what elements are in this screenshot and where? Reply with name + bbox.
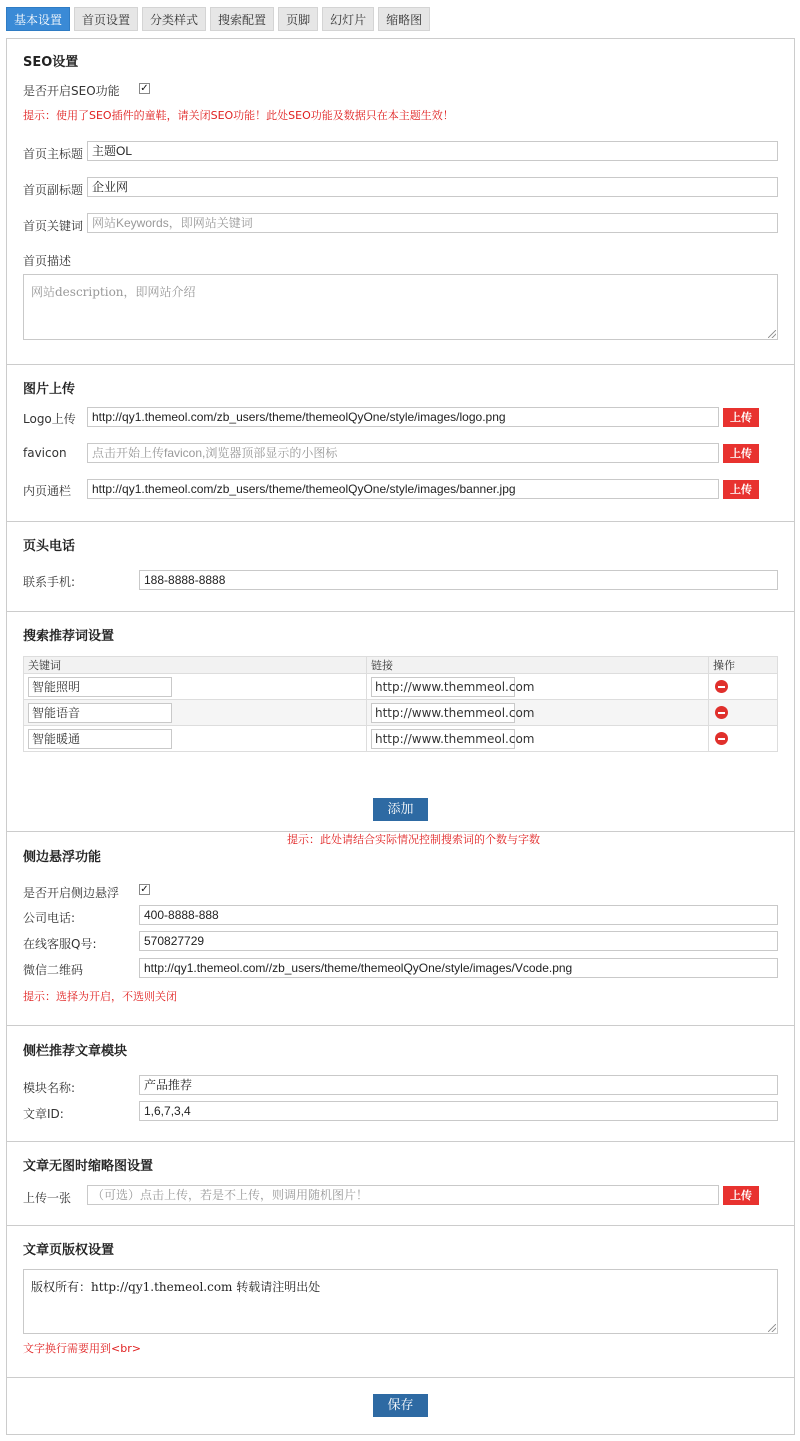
tab-search-config[interactable]: 搜索配置 bbox=[210, 7, 274, 31]
banner-upload-button[interactable]: 上传 bbox=[723, 480, 759, 499]
thumbnail-title: 文章无图时缩略图设置 bbox=[23, 1159, 154, 1174]
float-enable-label: 是否开启侧边悬浮 bbox=[23, 886, 120, 900]
keyword-input[interactable]: 智能照明 bbox=[28, 677, 172, 697]
keywords-label: 首页关键词 bbox=[23, 219, 84, 233]
article-ids-input[interactable]: 1,6,7,3,4 bbox=[139, 1101, 778, 1121]
copyright-title: 文章页版权设置 bbox=[23, 1243, 115, 1258]
copyright-section bbox=[7, 1226, 794, 1378]
tab-category-style[interactable]: 分类样式 bbox=[142, 7, 206, 31]
settings-tabs bbox=[6, 7, 434, 31]
main-title-label: 首页主标题 bbox=[23, 147, 84, 161]
module-name-label: 模块名称: bbox=[23, 1081, 76, 1095]
link-input[interactable]: http://www.themmeol.com bbox=[371, 729, 515, 749]
delete-icon[interactable] bbox=[715, 680, 728, 693]
logo-input[interactable]: http://qy1.themeol.com/zb_users/theme/themeolQyOne/style/images/logo.png bbox=[87, 407, 719, 427]
thumbnail-upload-label: 上传一张 bbox=[23, 1191, 72, 1205]
seo-enable-label: 是否开启SEO功能 bbox=[23, 84, 120, 98]
module-name-input[interactable]: 产品推荐 bbox=[139, 1075, 778, 1095]
tab-thumbnail[interactable]: 缩略图 bbox=[378, 7, 430, 31]
save-button[interactable]: 保存 bbox=[373, 1394, 428, 1417]
banner-label: 内页通栏 bbox=[23, 484, 72, 498]
favicon-input[interactable]: 点击开始上传favicon,浏览器顶部显示的小图标 bbox=[87, 443, 719, 463]
keyword-input[interactable]: 智能语音 bbox=[28, 703, 172, 723]
image-upload-title: 图片上传 bbox=[23, 382, 76, 397]
seo-tip: 提示：使用了SEO插件的童鞋，请关闭SEO功能！此处SEO功能及数据只在本主题生效！ bbox=[23, 109, 454, 122]
sub-title-input[interactable]: 企业网 bbox=[87, 177, 778, 197]
resize-handle[interactable] bbox=[768, 1324, 776, 1332]
thumbnail-section bbox=[7, 1142, 794, 1226]
company-phone-label: 公司电话: bbox=[23, 911, 76, 925]
description-textarea[interactable] bbox=[23, 274, 778, 340]
description-placeholder: 网站description，即网站介绍 bbox=[31, 285, 196, 299]
sub-title-label: 首页副标题 bbox=[23, 183, 84, 197]
banner-input[interactable]: http://qy1.themeol.com/zb_users/theme/themeolQyOne/style/images/banner.jpg bbox=[87, 479, 719, 499]
link-input[interactable]: http://www.themmeol.com bbox=[371, 703, 515, 723]
sidebar-articles-title: 侧栏推荐文章模块 bbox=[23, 1044, 128, 1059]
logo-upload-button[interactable]: 上传 bbox=[723, 408, 759, 427]
copyright-tip: 文字换行需要用到<br> bbox=[23, 1342, 141, 1355]
seo-section bbox=[7, 39, 794, 365]
seo-section-title: SEO设置 bbox=[23, 55, 79, 70]
float-enable-checkbox[interactable]: ✓ bbox=[140, 884, 149, 895]
delete-icon[interactable] bbox=[715, 732, 728, 745]
tab-slideshow[interactable]: 幻灯片 bbox=[322, 7, 374, 31]
header-phone-input[interactable]: 188-8888-8888 bbox=[139, 570, 778, 590]
header-phone-title: 页头电话 bbox=[23, 539, 76, 554]
wechat-qr-label: 微信二维码 bbox=[23, 963, 84, 977]
col-action: 操作 bbox=[709, 657, 778, 674]
qq-label: 在线客服Q号: bbox=[23, 937, 97, 951]
table-row bbox=[24, 726, 778, 752]
copyright-text: 版权所有：http://qy1.themeol.com 转载请注明出处 bbox=[31, 1280, 321, 1294]
seo-enable-checkbox[interactable]: ✓ bbox=[140, 83, 149, 94]
thumbnail-upload-button[interactable]: 上传 bbox=[723, 1186, 759, 1205]
table-row bbox=[24, 674, 778, 700]
logo-label: Logo上传 bbox=[23, 412, 76, 426]
col-keyword: 关键词 bbox=[24, 657, 367, 674]
search-tip: 提示：此处请结合实际情况控制搜索词的个数与字数 bbox=[287, 833, 540, 846]
col-link: 链接 bbox=[367, 657, 709, 674]
floating-sidebar-section bbox=[7, 832, 794, 1026]
keyword-input[interactable]: 智能暖通 bbox=[28, 729, 172, 749]
tab-home[interactable]: 首页设置 bbox=[74, 7, 138, 31]
favicon-label: favicon bbox=[23, 446, 67, 460]
header-phone-section bbox=[7, 522, 794, 612]
article-ids-label: 文章ID: bbox=[23, 1107, 64, 1121]
favicon-upload-button[interactable]: 上传 bbox=[723, 444, 759, 463]
link-input[interactable]: http://www.themmeol.com bbox=[371, 677, 515, 697]
delete-icon[interactable] bbox=[715, 706, 728, 719]
float-tip: 提示：选择为开启，不选则关闭 bbox=[23, 990, 177, 1003]
search-keywords-title: 搜索推荐词设置 bbox=[23, 629, 115, 644]
image-upload-section bbox=[7, 365, 794, 522]
keywords-input[interactable]: 网站Keywords，即网站关键词 bbox=[87, 213, 778, 233]
floating-sidebar-title: 侧边悬浮功能 bbox=[23, 850, 102, 865]
company-phone-input[interactable]: 400-8888-888 bbox=[139, 905, 778, 925]
settings-panel bbox=[6, 38, 795, 1435]
copyright-textarea[interactable] bbox=[23, 1269, 778, 1334]
table-row bbox=[24, 700, 778, 726]
search-keywords-section bbox=[7, 612, 794, 846]
add-keyword-button[interactable]: 添加 bbox=[373, 798, 428, 821]
thumbnail-input[interactable]: （可选）点击上传，若是不上传，则调用随机图片！ bbox=[87, 1185, 719, 1205]
wechat-qr-input[interactable]: http://qy1.themeol.com//zb_users/theme/themeolQyOne/style/images/Vcode.png bbox=[139, 958, 778, 978]
keywords-table bbox=[23, 656, 778, 752]
sidebar-articles-section bbox=[7, 1026, 794, 1142]
resize-handle[interactable] bbox=[768, 330, 776, 338]
tab-basic[interactable]: 基本设置 bbox=[6, 7, 70, 31]
tab-footer[interactable]: 页脚 bbox=[278, 7, 318, 31]
header-phone-label: 联系手机: bbox=[23, 575, 76, 589]
main-title-input[interactable]: 主题OL bbox=[87, 141, 778, 161]
description-label: 首页描述 bbox=[23, 254, 72, 268]
qq-input[interactable]: 570827729 bbox=[139, 931, 778, 951]
